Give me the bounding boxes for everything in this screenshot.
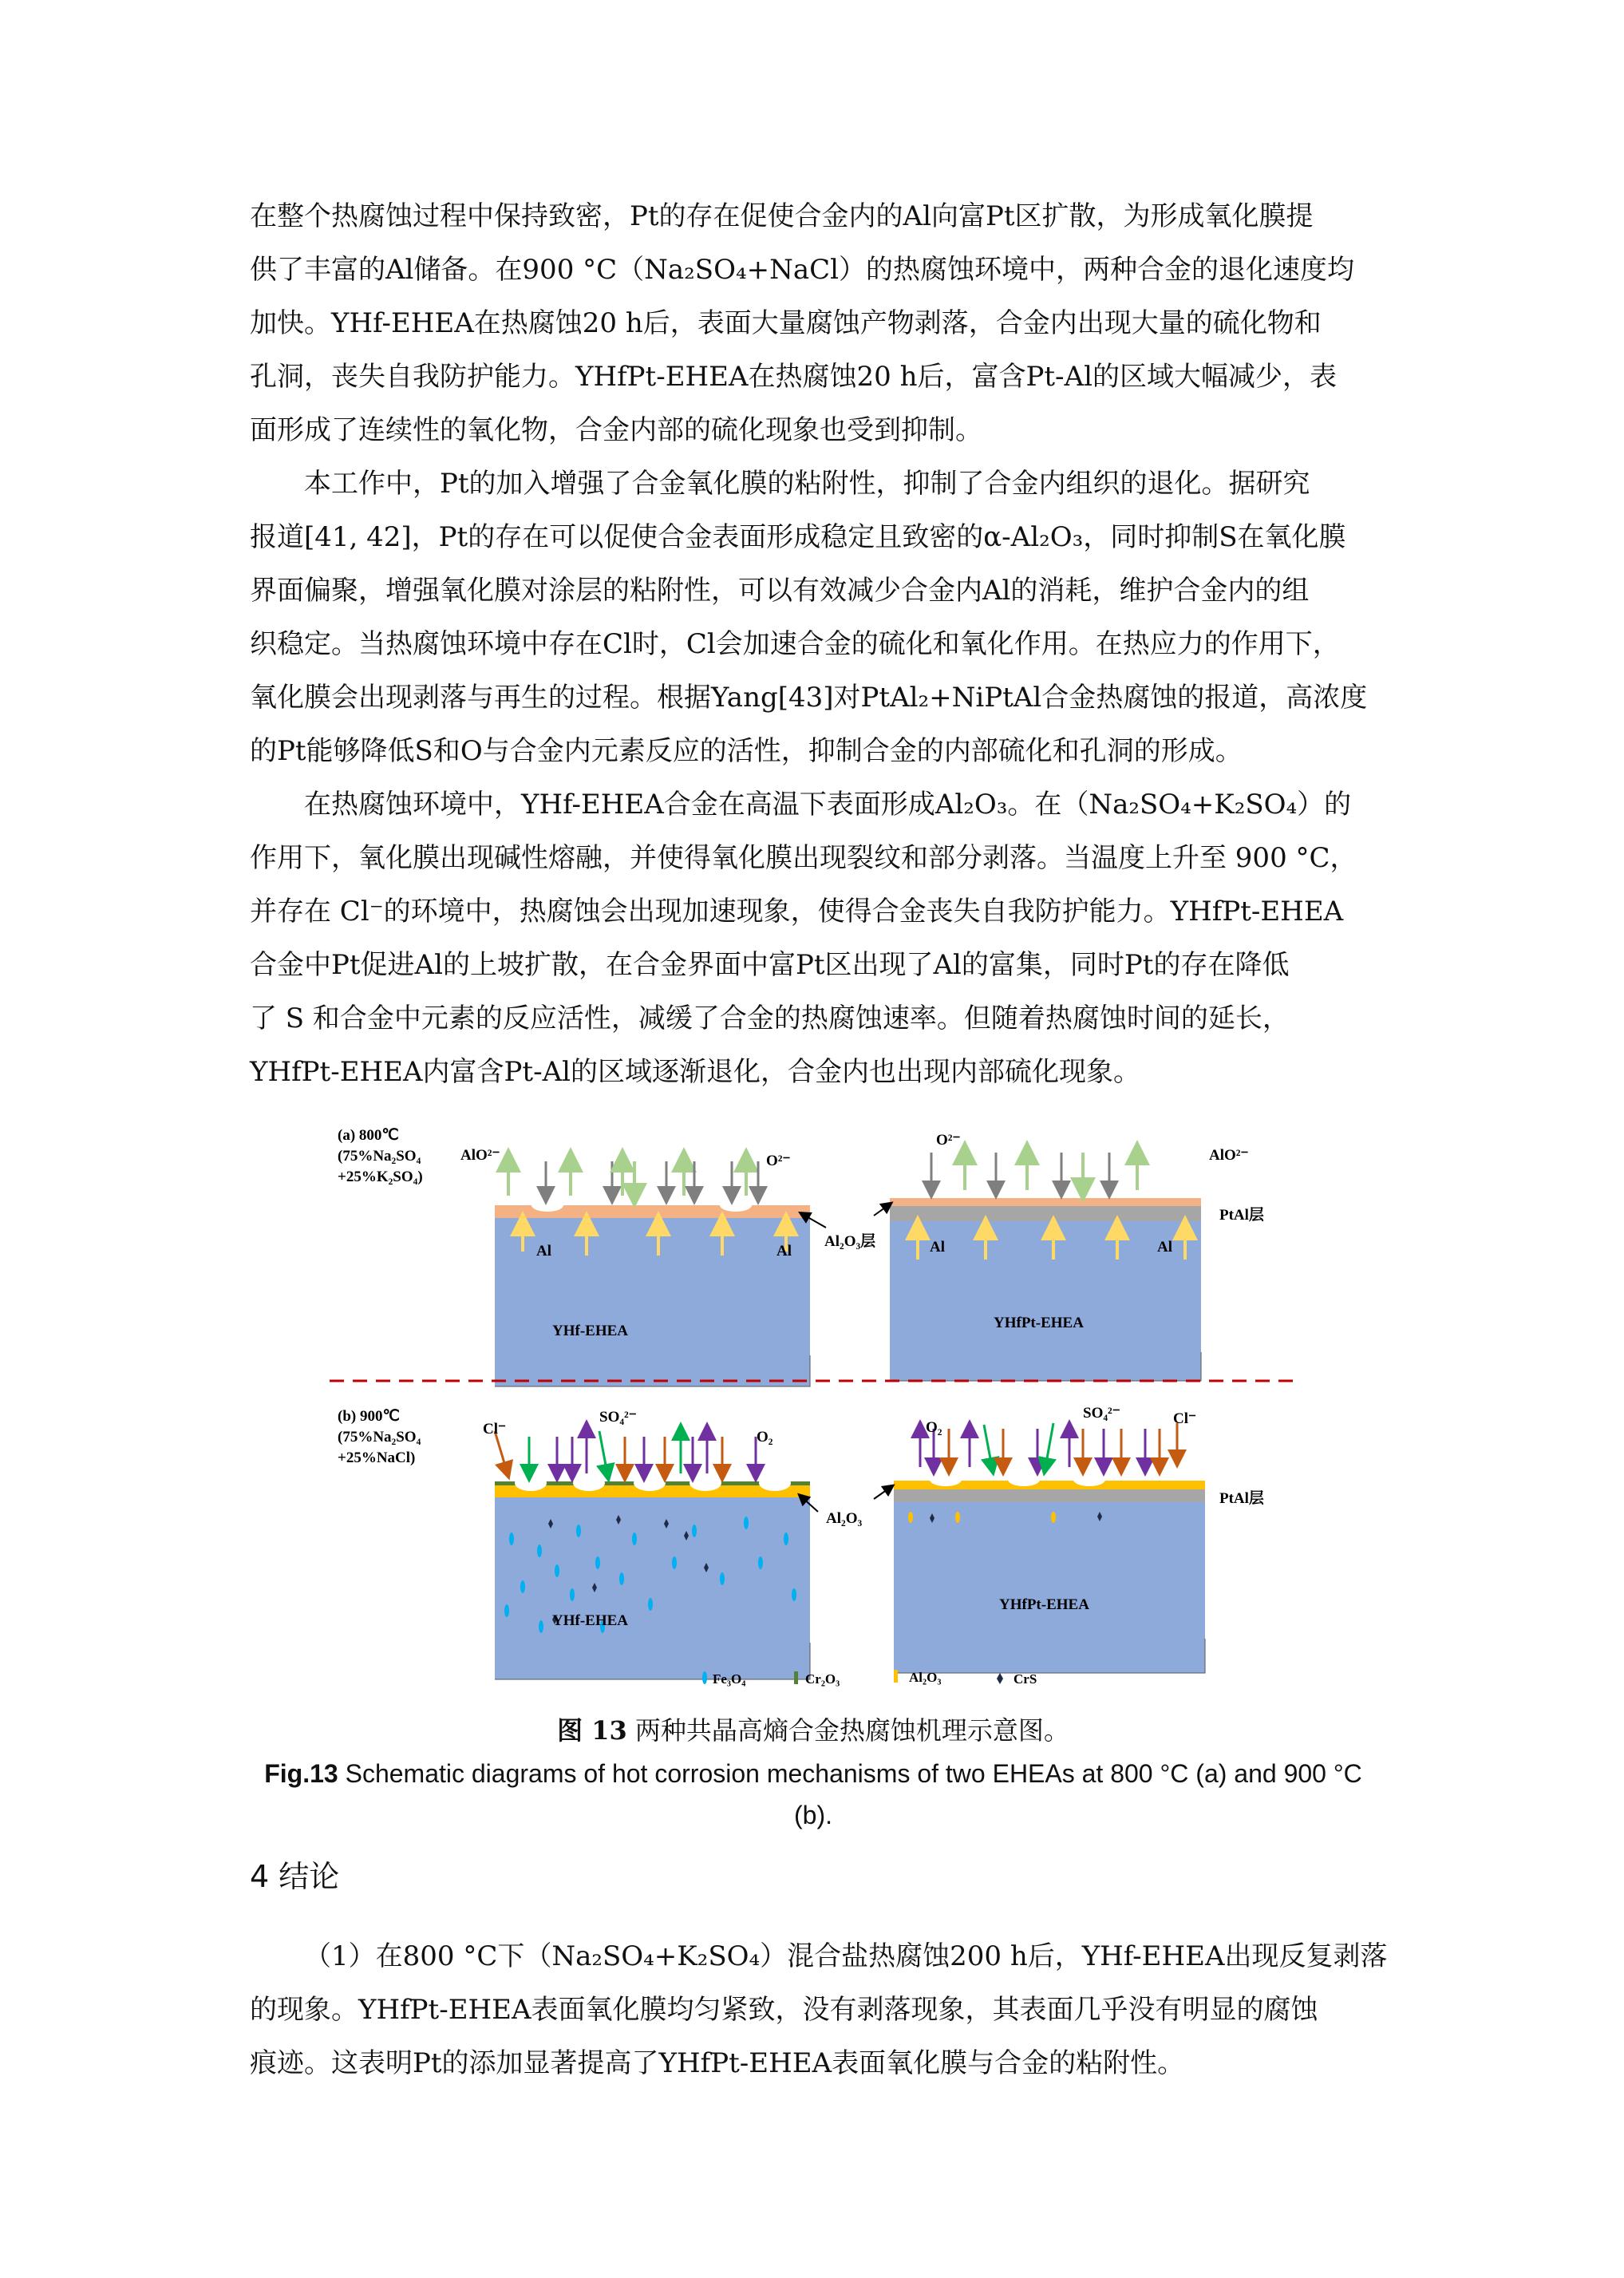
text-line: YHfPt-EHEA内富含Pt-Al的区域逐渐退化，合金内也出现内部硫化现象。: [250, 1056, 1141, 1088]
ptal-layer-a-right: [890, 1205, 1201, 1221]
o2-label-a-right: O²⁻: [936, 1132, 961, 1149]
panel-b-yhf: [495, 1475, 810, 1679]
legend-fe3o4-swatch: [702, 1671, 707, 1684]
al2o3-label-b: Al₂O₃: [826, 1510, 863, 1527]
text-line: 织稳定。当热腐蚀环境中存在Cl时，Cl会加速合金的硫化和氧化作用。在热应力的作用下，: [250, 628, 1340, 660]
so4-label-b-right: SO₄²⁻: [1083, 1405, 1120, 1422]
paragraph-1: [250, 190, 1377, 457]
substrate-b-left: [495, 1497, 810, 1679]
panel-b-salt2: +25%NaCl): [338, 1449, 416, 1466]
text-line: 的现象。YHfPt-EHEA表面氧化膜均匀紧致，没有剥落现象，其表面几乎没有明显的腐蚀: [250, 1994, 1318, 2026]
al-label-a-left-2: Al: [776, 1243, 792, 1260]
legend-crs-swatch: [997, 1673, 1003, 1684]
text-line: 界面偏聚，增强氧化膜对涂层的粘附性，可以有效减少合金内Al的消耗，维护合金内的组: [250, 575, 1310, 607]
text-line: （1）在800 °C下（Na₂SO₄+K₂SO₄）混合盐热腐蚀200 h后，YHf-EHEA出现反复剥落: [304, 1940, 1388, 1972]
panel-a-salt2: +25%K₂SO₄): [338, 1169, 423, 1185]
text-line: 了 S 和合金中元素的反应活性，减缓了合金的热腐蚀速率。但随着热腐蚀时间的延长，: [250, 1003, 1290, 1034]
legend-al2o3: Al₂O₃: [909, 1670, 942, 1685]
text-line: 孔洞，丧失自我防护能力。YHfPt-EHEA在热腐蚀20 h后，富含Pt-Al的区域大幅减少，表: [250, 361, 1337, 393]
cl-label-b-left: Cl⁻: [483, 1421, 507, 1438]
cl-label-b-right: Cl⁻: [1173, 1410, 1197, 1427]
paragraph-2: [250, 457, 1377, 778]
yhfpt-label-a: YHfPt-EHEA: [994, 1315, 1084, 1331]
panel-a-label: (a) 800℃: [338, 1127, 399, 1144]
panel-a-yhf: [495, 1199, 810, 1386]
al-label-a-left-1: Al: [536, 1243, 551, 1260]
panel-b-salt1: (75%Na₂SO₄: [338, 1429, 421, 1446]
text-line: 痕迹。这表明Pt的添加显著提高了YHfPt-EHEA表面氧化膜与合金的粘附性。: [250, 2047, 1185, 2079]
figure-13: [315, 1116, 1309, 1707]
al-label-a-right-1: Al: [930, 1239, 945, 1256]
ptal-label-a: PtAl层: [1219, 1207, 1264, 1224]
substrate-b-right: [894, 1501, 1205, 1673]
alo2-label-a-right: AlO²⁻: [1209, 1147, 1249, 1164]
o2-label-b-right: O₂: [926, 1419, 942, 1436]
text-line: 报道[41, 42]，Pt的存在可以促使合金表面形成稳定且致密的α-Al₂O₃，同时抑制S在氧化膜: [250, 521, 1346, 553]
text-line: 作用下，氧化膜出现碱性熔融，并使得氧化膜出现裂纹和部分剥落。当温度上升至 900 °C，: [250, 842, 1357, 874]
legend-cr2o3: Cr₂O₃: [805, 1671, 840, 1687]
text-line: 氧化膜会出现剥落与再生的过程。根据Yang[43]对PtAl₂+NiPtAl合金热腐蚀的报道，高浓度: [250, 682, 1368, 714]
o2-label-a-left: O²⁻: [766, 1153, 791, 1169]
text-line: 本工作中，Pt的加入增强了合金氧化膜的粘附性，抑制了合金内组织的退化。据研究: [304, 468, 1310, 500]
legend-fe3o4: Fe₃O₄: [713, 1671, 746, 1687]
figure-caption-en: Fig.13 Schematic diagrams of hot corrosion mechanisms of two EHEAs at 800 °C (a) and 900 °C (b).: [264, 1759, 1362, 1829]
section-title: 4 结论: [250, 1859, 340, 1894]
text-line: 供了丰富的Al储备。在900 °C（Na₂SO₄+NaCl）的热腐蚀环境中，两种合金的退化速度均: [250, 254, 1354, 286]
panel-b-label: (b) 900℃: [338, 1408, 400, 1425]
legend-al2o3-swatch: [894, 1670, 898, 1683]
text-line: 加快。YHf-EHEA在热腐蚀20 h后，表面大量腐蚀产物剥落，合金内出现大量的硫化物和: [250, 307, 1322, 339]
text-line: 合金中Pt促进Al的上坡扩散，在合金界面中富Pt区出现了Al的富集，同时Pt的存在降低: [250, 949, 1290, 981]
yhf-label-a: YHf-EHEA: [552, 1323, 628, 1339]
o2-label-b-left: O₂: [757, 1429, 773, 1446]
al-label-a-right-2: Al: [1157, 1239, 1172, 1256]
panel-a-salt1: (75%Na₂SO₄: [338, 1148, 421, 1165]
text-line: 在热腐蚀环境中，YHf-EHEA合金在高温下表面形成Al₂O₃。在（Na₂SO₄+K₂SO₄）的: [304, 789, 1352, 821]
ptal-layer-b-right: [894, 1489, 1205, 1502]
legend-cr2o3-swatch: [794, 1671, 798, 1684]
legend-crs: CrS: [1014, 1671, 1037, 1687]
ptal-label-b: PtAl层: [1219, 1490, 1264, 1507]
text-line: 在整个热腐蚀过程中保持致密，Pt的存在促使合金内的Al向富Pt区扩散，为形成氧化膜提: [250, 200, 1314, 232]
text-line: 并存在 Cl⁻的环境中，热腐蚀会出现加速现象，使得合金丧失自我防护能力。YHfPt-EHEA: [250, 896, 1344, 927]
al2o3-layer-label: Al₂O₃层: [824, 1233, 876, 1250]
text-line: 面形成了连续性的氧化物，合金内部的硫化现象也受到抑制。: [250, 414, 982, 446]
so4-label-b-left: SO₄²⁻: [599, 1409, 637, 1426]
text-line: 的Pt能够降低S和O与合金内元素反应的活性，抑制合金的内部硫化和孔洞的形成。: [250, 735, 1243, 767]
paragraph-4: [250, 1930, 1388, 2090]
yhfpt-label-b: YHfPt-EHEA: [999, 1596, 1089, 1613]
panel-b-yhfpt: [894, 1473, 1205, 1673]
paragraph-3: [250, 778, 1377, 1099]
panel-a-yhfpt: [890, 1198, 1201, 1381]
yhf-label-b: YHf-EHEA: [552, 1612, 628, 1629]
oxide-layer-a-right: [890, 1198, 1201, 1206]
figure-caption-cn: 图 13 两种共晶高熵合金热腐蚀机理示意图。: [557, 1715, 1069, 1746]
alo2-label-a-left: AlO²⁻: [460, 1147, 500, 1164]
